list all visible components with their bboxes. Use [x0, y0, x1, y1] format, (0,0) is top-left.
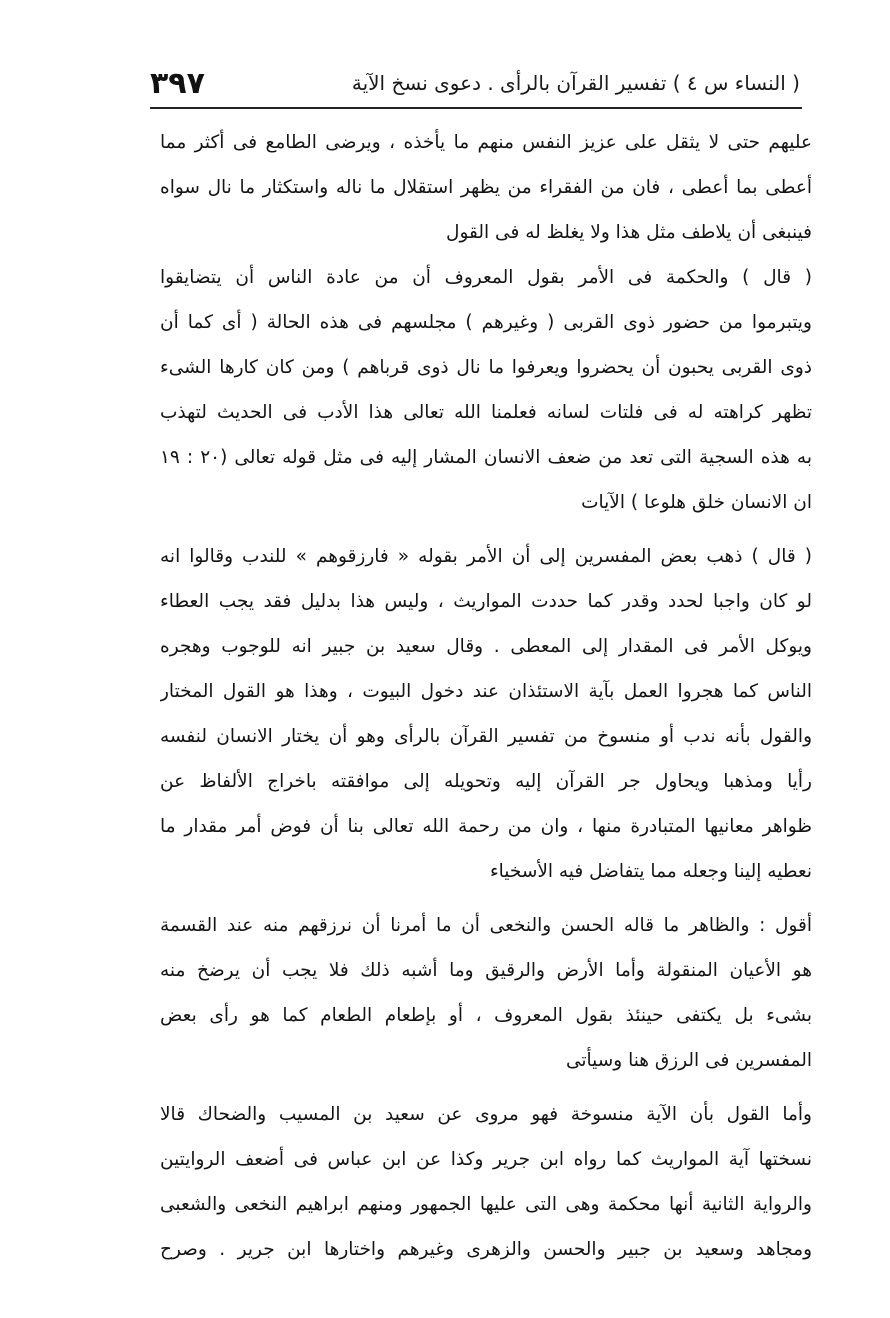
text-line: والقول بأنه ندب أو منسوخ من تفسير القرآن بالرأى وهو أن يختار الانسان لنفسه [160, 726, 812, 747]
text-line: فينبغى أن يلاطف مثل هذا ولا يغلظ له فى القول [446, 222, 812, 243]
paragraph-gap [160, 525, 812, 534]
text-line: ويتبرموا من حضور ذوى القربى ( وغيرهم ) مجلسهم فى هذه الحالة ( أى كما أن [160, 312, 812, 333]
text-line: ذوى القربى يحبون أن يحضروا ويعرفوا ما نال ذوى قرباهم ) ومن كان كارها الشىء [160, 357, 812, 378]
text-line: تظهر كراهته له فى فلتات لسانه فعلمنا الله تعالى هذا الأدب فى الحديث لتهذب [160, 402, 812, 423]
text-line: أعطى بما أعطى ، فان من الفقراء من يظهر استقلال ما ناله واستكثار ما نال سواه [160, 177, 812, 198]
paragraph [160, 1092, 812, 1272]
running-head: ( النساء س ٤ ) تفسير القرآن بالرأى . دعوى نسخ الآية [351, 71, 800, 95]
text-line: المفسرين فى الرزق هنا وسيأتى [565, 1050, 812, 1071]
text-line: هو الأعيان المنقولة وأما الأرض والرقيق وما أشبه ذلك فلا يجب أن يرضخ منه [160, 960, 812, 981]
paragraph-gap [160, 894, 812, 903]
text-line: وأما القول بأن الآية منسوخة فهو مروى عن سعيد بن المسيب والضحاك قالا [160, 1104, 812, 1125]
text-line: نسختها آية المواريث كما رواه ابن جرير وكذا عن ابن عباس فى أضعف الروايتين [160, 1149, 812, 1170]
text-line: ومجاهد وسعيد بن جبير والحسن والزهرى وغيرهم واختارها ابن جرير . وصرح [160, 1239, 812, 1260]
paragraph [160, 255, 812, 525]
page-header [150, 62, 800, 104]
text-line: لو كان واجبا لحدد وقدر كما حددت المواريث ، وليس هذا بدليل فقد يجب العطاء [160, 591, 812, 612]
paragraph [160, 120, 812, 255]
text-line: عليهم حتى لا يثقل على عزيز النفس منهم ما يأخذه ، ويرضى الطامع فى أكثر مما [160, 132, 812, 153]
text-line: ويوكل الأمر فى المقدار إلى المعطى . وقال سعيد بن جبير انه للوجوب وهجره [160, 636, 812, 657]
text-line: به هذه السجية التى تعد من ضعف الانسان المشار إليه فى مثل قوله تعالى (٢٠ : ١٩ [160, 447, 812, 468]
paragraph [160, 534, 812, 894]
text-line: ( قال ) والحكمة فى الأمر بقول المعروف أن من عادة الناس أن يتضايقوا [160, 267, 812, 288]
text-line: ان الانسان خلق هلوعا ) الآيات [581, 492, 812, 513]
text-line: الناس كما هجروا العمل بآية الاستئذان عند دخول البيوت ، وهذا هو القول المختار [160, 681, 812, 702]
text-line: رأيا ومذهبا ويحاول جر القرآن إليه وتحويله إلى موافقته باخراج الألفاظ عن [160, 771, 812, 792]
paragraph [160, 903, 812, 1083]
page-body [160, 120, 812, 1285]
paragraph-gap [160, 1083, 812, 1092]
header-rule [150, 107, 802, 109]
text-line: والرواية الثانية أنها محكمة وهى التى عليها الجمهور ومنهم ابراهيم النخعى والشعبى [160, 1194, 812, 1215]
text-line: ( قال ) ذهب بعض المفسرين إلى أن الأمر بقوله « فارزقوهم » للندب وقالوا انه [160, 546, 812, 567]
text-line: أقول : والظاهر ما قاله الحسن والنخعى أن ما أمرنا أن نرزقهم منه عند القسمة [160, 915, 812, 936]
text-line: بشىء بل يكتفى حينئذ بقول المعروف ، أو بإطعام الطعام كما هو رأى بعض [160, 1005, 812, 1026]
text-line: نعطيه إلينا وجعله مما يتفاضل فيه الأسخياء [489, 861, 812, 882]
text-line: ظواهر معانيها المتبادرة منها ، وان من رحمة الله تعالى بنا أن فوض أمر مقدار ما [160, 816, 812, 837]
page-number: ٣٩٧ [150, 65, 205, 101]
